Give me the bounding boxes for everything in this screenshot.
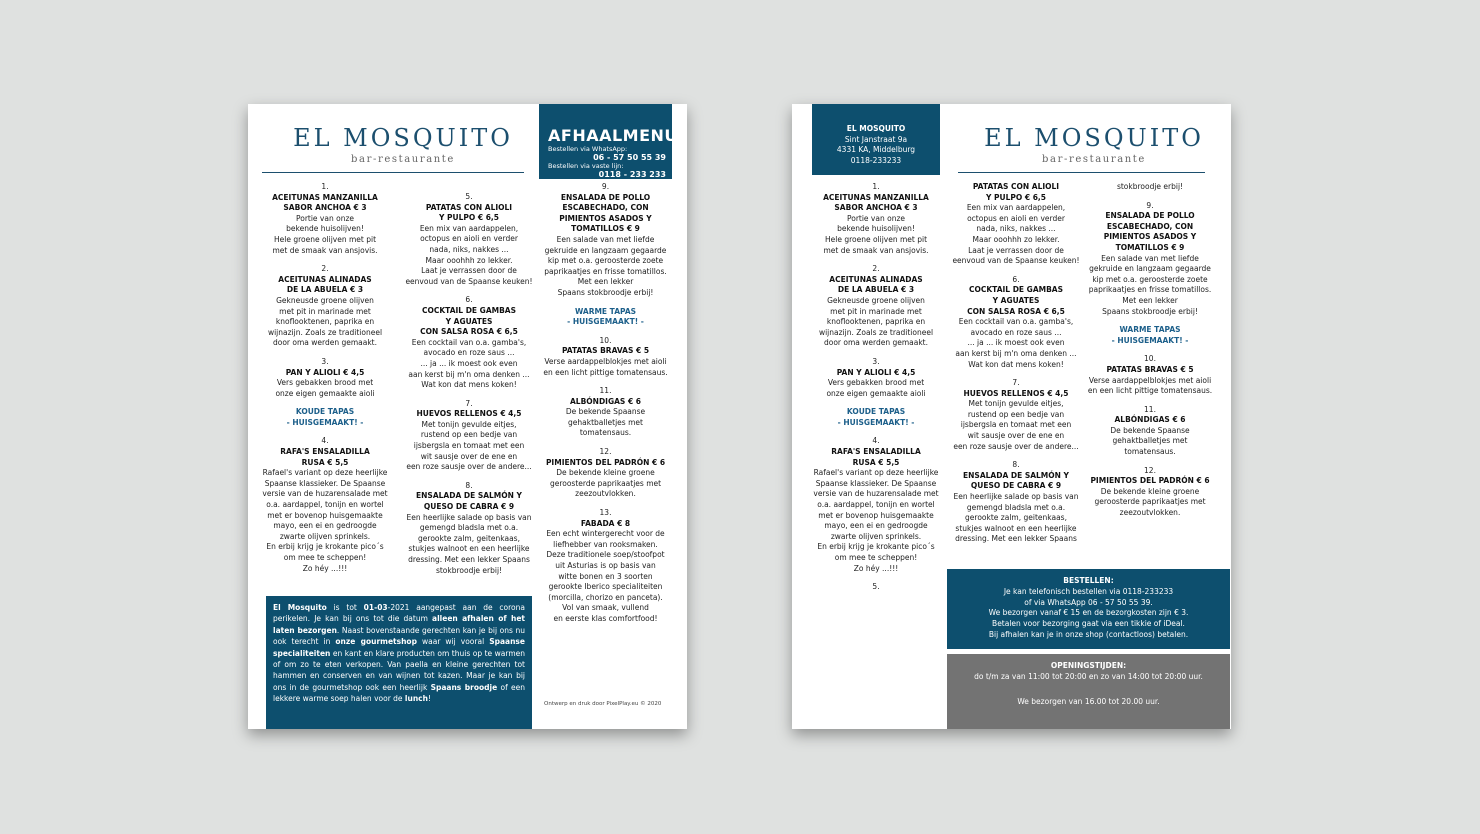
takeaway-box [539,104,678,179]
menu-item [400,481,538,576]
item-name: RAFA'S ENSALADILLA RUSA € 5,5 [280,447,370,467]
item-description: De bekende kleine groene geroosterde paprikaatjes met zeezoutvlokken. [549,468,662,499]
menu-item [262,264,388,349]
menu-item [400,192,538,287]
item-name: ALBÓNDIGAS € 6 [570,396,641,406]
item-name: COCKTAIL DE GAMBAS Y AGUATES CON SALSA ROSA € 6,5 [420,305,518,337]
item-name: ENSALADA DE POLLO ESCABECHADO, CON PIMIENTOS ASADOS Y TOMATILLOS € 9 [559,192,652,234]
address-box [812,104,940,175]
whatsapp-number: 06 - 57 50 55 39 [593,153,666,162]
item-description: De bekende Spaanse gehaktballetjes met tomatensaus. [565,407,646,438]
item-number: 4. [321,436,329,446]
item-description: De bekende kleine groene geroosterde paprikaatjes met zeezoutvlokken. [1094,486,1206,518]
menu-column-1 [811,182,941,601]
item-number: 2. [872,264,880,274]
item-name: HUEVOS RELLENOS € 4,5 [416,409,522,419]
item-number: 10. [1144,354,1156,364]
item-description: Een salade van met liefde gekruide en langzaam gegaarde kip met o.a. geroosterde zoete paprikaatjes en frisse tomatillos. Met een lekker Spaans stokbroodje erbij! [1088,253,1212,316]
menu-column-2 [946,182,1086,553]
item-name: ENSALADA DE POLLO ESCABECHADO, CON PIMIENTOS ASADOS Y TOMATILLOS € 9 [1103,211,1197,252]
item-number: 8. [465,480,473,490]
menu-item [811,357,941,399]
item-description: stokbroodje erbij! [1116,182,1184,191]
section-heading: KOUDE TAPAS - HUISGEMAAKT! - [837,407,915,427]
item-description: Met tonijn gevulde eitjes, rustend op een bedje van ijsbergsla en tomaat met een wit sausje over de ene en een roze sausje over de andere... [953,399,1079,451]
item-number: 11. [599,386,612,396]
item-number: 1. [872,182,880,191]
brand-title: EL MOSQUITO [984,124,1204,152]
title-divider [958,172,1205,173]
section-heading: WARME TAPAS - HUISGEMAAKT! - [567,306,644,327]
menu-item [539,336,672,378]
section-heading: WARME TAPAS - HUISGEMAAKT! - [1111,325,1189,345]
corona-notice-box [266,596,532,729]
item-description: Verse aardappelblokjes met aioli en een licht pittige tomatensaus. [1087,375,1213,396]
item-number: 9. [1146,200,1154,210]
item-number: 7. [1012,378,1020,388]
item-name: PAN Y ALIOLI € 4,5 [836,367,916,377]
menu-item [539,386,672,439]
item-description: Portie van onze bekende huisolijven! Hele groene olijven met pit met de smaak van ansjovis. [823,213,929,255]
item-description: Rafael's variant op deze heerlijke Spaanse klassieker. De Spaanse versie van de huzarensalade met o.a. aardappel, tonijn en wortel met er bovenop huisgemaakte mayo, een ei en gedroogde zwarte olijven sprinkels. En erbij krijg je krokante pico´s om mee te scheppen! Zo héy ...!!! [262,468,388,573]
menu-item [946,182,1086,267]
item-description: Een echt wintergerecht voor de liefhebber van rooksmaken. Deze traditionele soep/stoofpot uit Asturias is op basis van witte bonen en 3 soorten gerookte Iberico specialiteiten (morcilla, chorizo en panceta). Vol van smaak, vullend en eerste klas comfortfood! [546,529,665,623]
whatsapp-label: Bestellen via WhatsApp: [548,145,628,153]
item-description: Een cocktail van o.a. gamba's, avocado en roze saus ... ... ja ... ik moest ook even aan kerst bij m'n oma denken ... Wat kon dat mens koken! [408,337,530,390]
order-info-box [947,569,1230,649]
menu-item [539,508,672,625]
item-description: Een cocktail van o.a. gamba's, avocado en roze saus ... ... ja ... ik moest ook even aan kerst bij m'n oma denken ... Wat kon dat mens koken! [955,317,1077,369]
address-street: Sint Janstraat 9a [844,134,908,144]
item-number: 8. [1012,460,1020,470]
item-number: 3. [321,356,329,366]
delivery-hours-line: We bezorgen van 16.00 tot 20.00 uur. [1017,696,1160,706]
item-description: Een heerlijke salade op basis van gemengd bladsla met o.a. gerookte zalm, geitenkaas, stukjes walnoot en een heerlijke dressing. Met een lekker Spaans [953,492,1079,544]
brand-title: EL MOSQUITO [293,124,513,152]
menu-item [262,182,388,256]
item-name: PAN Y ALIOLI € 4,5 [285,367,365,377]
item-description: Een mix van aardappelen, octopus en aioli en verder nada, niks, nakkes ... Maar ooohhh zo lekker. Laat je verrassen door de eenvoud van de Spaanse keuken! [952,203,1080,266]
menu-item [946,275,1086,370]
item-number: 12. [1144,465,1156,475]
menu-column-3 [539,182,672,633]
item-description: Gekneusde groene olijven met pit in marinade met knoflooktenen, paprika en wijnazijn. Zoals ze traditioneel door oma werden gemaakt. [818,295,934,348]
item-number: 7. [465,398,473,408]
item-name: PATATAS CON ALIOLI Y PULPO € 6,5 [425,202,513,223]
item-description: Een salade van met liefde gekruide en langzaam gegaarde kip met o.a. geroosterde zoete paprikaatjes en frisse tomatillos. Met een lekker Spaans stokbroodje erbij! [544,234,667,297]
menu-item [400,399,538,473]
address-city: 4331 KA, Middelburg [836,145,916,154]
item-name: FABADA € 8 [580,518,631,528]
item-description: Verse aardappelblokjes met aioli en een licht pittige tomatensaus. [543,356,668,377]
item-name: PIMIENTOS DEL PADRÓN € 6 [1090,476,1210,486]
opening-hours-box [947,654,1230,729]
item-name: COCKTAIL DE GAMBAS Y AGUATES CON SALSA ROSA € 6,5 [967,285,1065,316]
item-description: Vers gebakken brood met onze eigen gemaakte aioli [826,378,926,398]
item-description: Portie van onze bekende huisolijven! Hele groene olijven met pit met de smaak van ansjovis. [272,213,378,255]
menu-item [811,436,941,574]
menu-item [1082,182,1218,193]
item-number: 6. [1012,274,1020,284]
menu-item [811,264,941,349]
item-description: Gekneusde groene olijven met pit in marinade met knoflooktenen, paprika en wijnazijn. Zoals ze traditioneel door oma werden gemaakt. [267,295,383,348]
item-number: 5. [872,582,880,592]
menu-item [946,460,1086,545]
item-number: 1. [321,182,329,191]
order-text: Je kan telefonisch bestellen via 0118-233233 of via WhatsApp 06 - 57 50 55 39. We bezorgen vanaf € 15 en de bezorgkosten zijn € 3. Betalen voor bezorging gaat via een tikkie of iDeal. Bij afhalen kan je in onze shop (contactloos) betalen. [988,586,1189,639]
menu-page-back [792,104,1231,729]
item-name: HUEVOS RELLENOS € 4,5 [963,388,1069,398]
order-title: BESTELLEN: [1063,576,1114,585]
menu-column-2 [400,192,538,584]
item-number: 5. [465,192,473,201]
item-name: ACEITUNAS MANZANILLA SABOR ANCHOA € 3 [272,192,378,213]
item-name: PATATAS CON ALIOLI Y PULPO € 6,5 [972,182,1060,202]
menu-item [811,182,941,256]
brand-subtitle: bar-restaurante [1042,154,1146,165]
item-number: 2. [321,264,329,274]
item-name: PIMIENTOS DEL PADRÓN € 6 [545,457,666,467]
corona-notice-text: El Mosquito is tot 01-03-2021 aangepast aan de corona perikelen. Je kan bij ons tot die datum alleen afhalen of het laten bezorgen. Naast bovenstaande gerechten kan je bij ons nu ook terecht in onze gourmetshop waar wij vooral Spaanse specialiteiten en kant en klare producten om thuis op te warmen of om zo te eten verkopen. Van paella en kleine gerechten tot hammen en conserven en van wijnen tot kazen. Maar je kan bij ons in de gourmetshop ook een heerlijk Spaans broodje of een lekkere warme soep halen voor de lunch! [273,603,525,704]
design-credit: Ontwerp en druk door PixelPlay.eu © 2020 [544,701,662,707]
address-name: EL MOSQUITO [846,124,906,133]
menu-item [262,436,388,574]
item-description: De bekende Spaanse gehaktballetjes met tomatensaus. [1110,425,1190,457]
menu-item [539,182,672,299]
item-number: 4. [872,436,880,446]
item-number: 3. [872,356,880,366]
item-name: ACEITUNAS ALINADAS DE LA ABUELA € 3 [278,274,372,295]
opening-hours-title: OPENINGSTIJDEN: [1050,661,1127,670]
item-number: 9. [601,182,610,191]
menu-item [539,447,672,500]
title-divider [262,172,524,173]
takeaway-title: AFHAALMENU [548,126,678,145]
item-name: PATATAS BRAVAS € 5 [1106,364,1194,374]
menu-item [400,295,538,390]
item-number: 12. [599,447,612,457]
menu-item [1082,405,1218,458]
menu-item [1082,354,1218,396]
item-description: Een heerlijke salade op basis van gemengd bladsla met o.a. gerookte zalm, geitenkaas, stukjes walnoot en een heerlijke dressing. Met een lekker Spaans stokbroodje erbij! [406,512,532,575]
item-number: 10. [599,335,612,345]
brand-subtitle: bar-restaurante [351,154,455,165]
item-description: Rafael's variant op deze heerlijke Spaanse klassieker. De Spaanse versie van de huzarensalade met o.a. aardappel, tonijn en wortel met er bovenop huisgemaakte mayo, een ei en gedroogde zwarte olijven sprinkels. En erbij krijg je krokante pico´s om mee te scheppen! Zo héy ...!!! [813,468,939,573]
item-name: ALBÓNDIGAS € 6 [1114,415,1186,425]
phone-number: 0118 - 233 233 [598,170,666,179]
item-name: ENSALADA DE SALMÓN Y QUESO DE CABRA € 9 [416,491,522,512]
item-number: 13. [599,508,612,518]
section-heading: KOUDE TAPAS - HUISGEMAAKT! - [286,407,364,427]
menu-item [811,582,941,593]
menu-column-3 [1082,182,1218,527]
menu-column-1 [262,182,388,582]
item-name: ENSALADA DE SALMÓN Y QUESO DE CABRA € 9 [963,470,1069,491]
item-description: Met tonijn gevulde eitjes, rustend op een bedje van ijsbergsla en tomaat met een wit sausje over de ene en een roze sausje over de andere... [406,419,532,472]
item-name: PATATAS BRAVAS € 5 [561,346,650,356]
menu-page-front [248,104,687,729]
item-description: Een mix van aardappelen, octopus en aioli en verder nada, niks, nakkes ... Maar ooohhh zo lekker. Laat je verrassen door de eenvoud van de Spaanse keuken! [405,223,533,286]
phone-label: Bestellen via vaste lijn: [548,162,624,170]
address-phone: 0118-233233 [850,155,902,165]
item-number: 11. [1144,404,1156,414]
item-description: Vers gebakken brood met onze eigen gemaakte aioli [275,378,375,398]
menu-item [1082,201,1218,318]
opening-hours-line: do t/m za van 11:00 tot 20:00 en zo van 14:00 tot 20:00 uur. [974,671,1203,681]
item-name: ACEITUNAS ALINADAS DE LA ABUELA € 3 [829,274,923,295]
menu-item [946,378,1086,452]
item-number: 6. [465,295,473,305]
menu-item [1082,466,1218,519]
item-name: RAFA'S ENSALADILLA RUSA € 5,5 [831,447,921,467]
menu-item [262,357,388,399]
item-name: ACEITUNAS MANZANILLA SABOR ANCHOA € 3 [823,192,929,213]
